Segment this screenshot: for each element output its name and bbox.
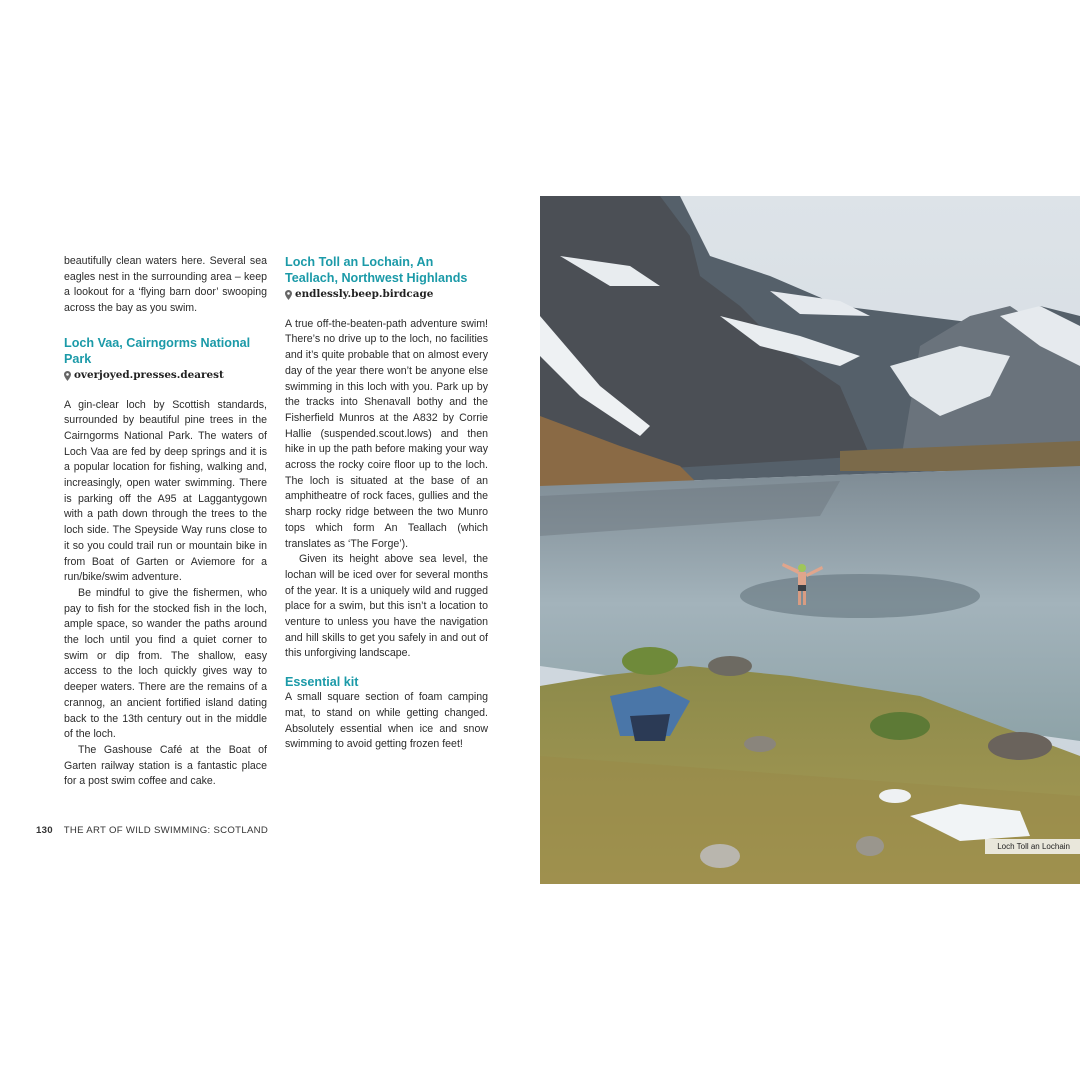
landscape-illustration (540, 196, 1080, 884)
photo-caption: Loch Toll an Lochain (985, 839, 1080, 854)
location-pin-icon (64, 371, 71, 381)
intro-paragraph: beautifully clean waters here. Several sea eagles nest in the surrounding area – keep a lookout for a ‘flying barn door’ swooping across the bay as you swim. (64, 255, 267, 315)
essential-kit-heading: Essential kit (285, 675, 359, 690)
what3words-location: endlessly.beep.birdcage (295, 288, 434, 300)
essential-kit-text: A small square section of foam camping mat, to stand on while getting changed. Absolutely essential when ice and snow swimming to avoid getting frozen feet! (285, 691, 488, 751)
loch-photo (540, 196, 1080, 884)
location-pin-icon (285, 290, 292, 300)
left-column (64, 254, 267, 790)
body-paragraph: The Gashouse Café at the Boat of Garten railway station is a fantastic place for a post swim coffee and cake. (64, 743, 267, 788)
what3words-location: overjoyed.presses.dearest (74, 368, 224, 381)
body-paragraph: Given its height above sea level, the lochan will be iced over for several months of the year. It is a uniquely wild and rugged place for a swim, but this isn’t a location to venture to unless you have the navigation and hill skills to get you safely in and out of this unforgiving landscape. (285, 553, 488, 660)
body-paragraph: A gin-clear loch by Scottish standards, surrounded by beautiful pine trees in the Cairngorms National Park. The waters of Loch Vaa are fed by deep springs and it is a popular location for fishing, walking and, increasingly, open water swimming. There is parking off the A95 at Laggantygown with a path down through the trees to the loch side. The Speyside Way runs close to it so you could trail run or mountain bike in from Boat of Garten or Aviemore for a run/bike/swim adventure. (64, 398, 267, 584)
section-heading-loch-vaa: Loch Vaa, Cairngorms National Park (64, 335, 251, 366)
location-line (285, 287, 488, 303)
middle-column (285, 254, 488, 753)
location-line (64, 368, 267, 384)
body-paragraph: A true off-the-beaten-path adventure swim! There’s no drive up to the loch, no facilities and it’s quite probable that on almost every day of the year there won’t be anyone else swimming in this loch with you. Park up by the tracks into Shenavall bothy and the Fisherfield Munros at the A832 by Corrie Hallie (suspended.scout.lows) and then hike in up the path before making your way across the rocky coire floor up to the loch. The loch is situated at the base of an amphitheatre of rock faces, gullies and the sharp rocky ridge between the two Munro tops which form An Teallach (which translates as ‘The Forge’). (285, 317, 488, 550)
page-number: 130 (36, 825, 53, 836)
body-paragraph: Be mindful to give the fishermen, who pay to fish for the stocked fish in the loch, ample space, so wander the paths around the loch until you find a quiet corner to swim or dip from. The shallow, easy access to the loch quickly gives way to deeper waters. There are the remains of a crannog, an ancient fortified island dating back to the 13th century out in the middle of the loch. (64, 586, 267, 741)
book-title: THE ART OF WILD SWIMMING: SCOTLAND (63, 825, 269, 836)
page-footer (36, 825, 268, 836)
section-heading-loch-toll: Loch Toll an Lochain, An Teallach, Northwest Highlands (285, 255, 468, 285)
